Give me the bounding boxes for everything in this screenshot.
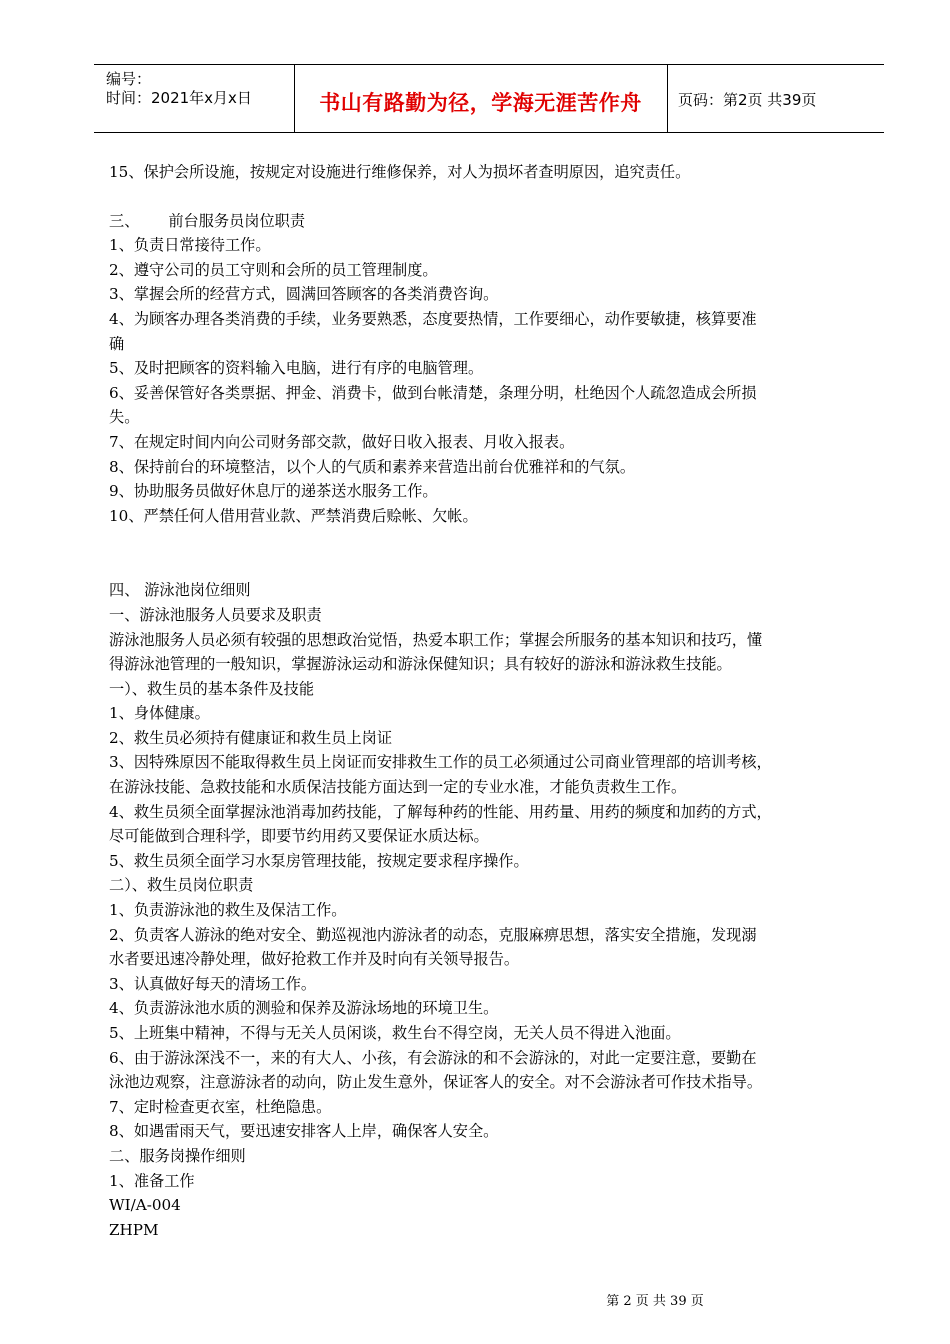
list-item: 5、救生员须全面学习水泵房管理技能，按规定要求程序操作。	[109, 851, 529, 870]
list-item: 2、救生员必须持有健康证和救生员上岗证	[109, 728, 393, 747]
list-item: 10、严禁任何人借用营业款、严禁消费后赊帐、欠帐。	[109, 506, 478, 525]
list-item: 8、如遇雷雨天气，要迅速安排客人上岸，确保客人安全。	[109, 1122, 499, 1141]
list-item: 2、遵守公司的员工守则和会所的员工管理制度。	[109, 260, 438, 279]
code-line: ZHPM	[109, 1220, 159, 1239]
list-item: 6、妥善保管好各类票据、押金、消费卡，做到台帐清楚，条理分明，杜绝因个人疏忽造成会所损	[109, 383, 757, 402]
code-line: WI/A-004	[109, 1196, 181, 1215]
list-item: 确	[109, 334, 125, 353]
paragraph: 游泳池服务人员必须有较强的思想政治觉悟，热爱本职工作；掌握会所服务的基本知识和技巧，懂	[109, 630, 763, 649]
list-item: 8、保持前台的环境整洁，以个人的气质和素养来营造出前台优雅祥和的气氛。	[109, 457, 636, 476]
list-item: 7、在规定时间内向公司财务部交款，做好日收入报表、月收入报表。	[109, 432, 575, 451]
subsection-title: 一、游泳池服务人员要求及职责	[109, 605, 322, 624]
list-item: 4、救生员须全面掌握泳池消毒加药技能，了解每种药的性能、用药量、用药的频度和加药的方式，	[109, 802, 772, 821]
paragraph: 15、保护会所设施，按规定对设施进行维修保养，对人为损坏者查明原因，追究责任。	[109, 163, 691, 181]
header-divider	[667, 65, 668, 132]
list-item: 尽可能做到合理科学，即要节约用药又要保证水质达标。	[109, 827, 489, 846]
list-item: 4、负责游泳池水质的测验和保养及游泳场地的环境卫生。	[109, 999, 499, 1018]
document-header	[94, 64, 884, 133]
list-item: 在游泳技能、急救技能和水质保洁技能方面达到一定的专业水准，才能负责救生工作。	[109, 778, 687, 797]
header-page-info: 页码：第2页 共39页	[678, 91, 817, 109]
list-item: 5、上班集中精神，不得与无关人员闲谈，救生台不得空岗，无关人员不得进入池面。	[109, 1024, 681, 1042]
section-title: 三、 前台服务员岗位职责	[109, 211, 306, 230]
list-item: 3、认真做好每天的清场工作。	[109, 974, 317, 993]
list-item: 失。	[109, 408, 140, 427]
list-item: 1、身体健康。	[109, 704, 210, 723]
number-label: 编号：	[106, 70, 152, 88]
list-item: 水者要迅速冷静处理，做好抢救工作并及时向有关领导报告。	[109, 950, 520, 969]
list-item: 5、及时把顾客的资料输入电脑，进行有序的电脑管理。	[109, 359, 484, 378]
list-item: 3、因特殊原因不能取得救生员上岗证而安排救生工作的员工必须通过公司商业管理部的培训考核，	[109, 753, 772, 772]
list-item: 泳池边观察，注意游泳者的动向，防止发生意外，保证客人的安全。对不会游泳者可作技术指导。	[109, 1073, 763, 1092]
list-item: 1、负责日常接待工作。	[109, 236, 271, 255]
time-label: 时间：2021年x月x日	[106, 89, 252, 107]
list-item: 1、准备工作	[109, 1171, 195, 1190]
document-body	[109, 160, 884, 1242]
subsection-title: 二）、救生员岗位职责	[109, 876, 254, 895]
header-motto: 书山有路勤为径，学海无涯苦作舟	[319, 91, 642, 115]
list-item: 6、由于游泳深浅不一，来的有大人、小孩，有会游泳的和不会游泳的，对此一定要注意，要勤在	[109, 1048, 757, 1067]
list-item: 7、定时检查更衣室，杜绝隐患。	[109, 1097, 332, 1116]
subsection-title: 一）、救生员的基本条件及技能	[109, 679, 315, 698]
list-item: 3、掌握会所的经营方式，圆满回答顾客的各类消费咨询。	[109, 285, 499, 304]
paragraph: 得游泳池管理的一般知识，掌握游泳运动和游泳保健知识；具有较好的游泳和游泳救生技能。	[109, 655, 732, 674]
section-title: 四、 游泳池岗位细则	[109, 581, 251, 600]
header-meta	[106, 70, 252, 108]
list-item: 9、协助服务员做好休息厅的递茶送水服务工作。	[109, 482, 438, 501]
page-footer: 第 2 页 共 39 页	[606, 1294, 704, 1309]
subsection-title: 二、服务岗操作细则	[109, 1146, 246, 1165]
list-item: 4、为顾客办理各类消费的手续，业务要熟悉，态度要热情，工作要细心，动作要敏捷，核算要准	[109, 309, 757, 328]
list-item: 2、负责客人游泳的绝对安全、勤巡视池内游泳者的动态，克服麻痹思想，落实安全措施，发现溺	[109, 925, 757, 944]
list-item: 1、负责游泳池的救生及保洁工作。	[109, 901, 347, 920]
